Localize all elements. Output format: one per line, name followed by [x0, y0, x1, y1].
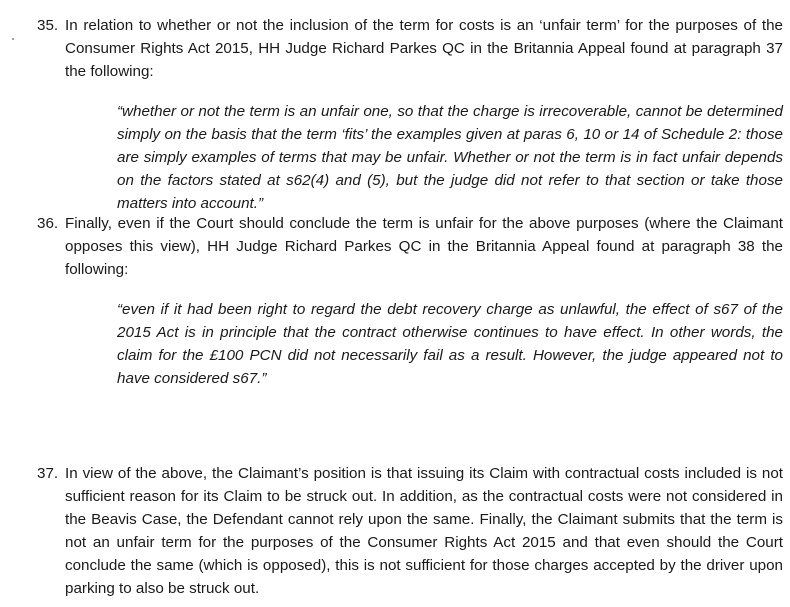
paragraph-text: Finally, even if the Court should conclude the term is unfair for the above purposes (where the Claimant opposes this view), HH Judge Richard Parkes QC in the Britannia Appeal found at paragraph 38 the following:	[65, 215, 783, 278]
paragraph-36	[37, 212, 783, 281]
paragraph-number: 37.	[37, 465, 59, 482]
paragraph-number: 35.	[37, 17, 59, 34]
quotation-36: “even if it had been right to regard the debt recovery charge as unlawful, the effect of s67 of the 2015 Act is in principle that the contract otherwise continues to have effect. In other words, the claim for the £100 PCN did not necessarily fail as a result. However, the judge appeared not to have considered s67.”	[117, 301, 783, 387]
paragraph-text: In view of the above, the Claimant’s position is that issuing its Claim with contractual costs included is not sufficient reason for its Claim to be struck out. In addition, as the contractual costs were not considered in the Beavis Case, the Defendant cannot rely upon the same. Finally, the Claimant submits that the term is not an unfair term for the purposes of the Consumer Rights Act 2015 and that even should the Court conclude the same (which is opposed), this is not sufficient for those charges accepted by the driver upon parking to also be struck out.	[65, 465, 783, 597]
paragraph-35	[37, 14, 783, 83]
scan-speck	[12, 38, 14, 40]
paragraph-text: In relation to whether or not the inclusion of the term for costs is an ‘unfair term’ for the purposes of the Consumer Rights Act 2015, HH Judge Richard Parkes QC in the Britannia Appeal found at paragraph 37 the following:	[65, 17, 783, 80]
paragraph-number: 36.	[37, 215, 59, 232]
paragraph-37	[37, 462, 783, 600]
quotation-35: “whether or not the term is an unfair one, so that the charge is irrecoverable, cannot be determined simply on the basis that the term ‘fits’ the examples given at paras 6, 10 or 14 of Schedule 2: those are simply examples of terms that may be unfair. Whether or not the term is in fact unfair depends on the factors stated at s62(4) and (5), but the judge did not refer to that section or take those matters into account.”	[117, 103, 783, 212]
